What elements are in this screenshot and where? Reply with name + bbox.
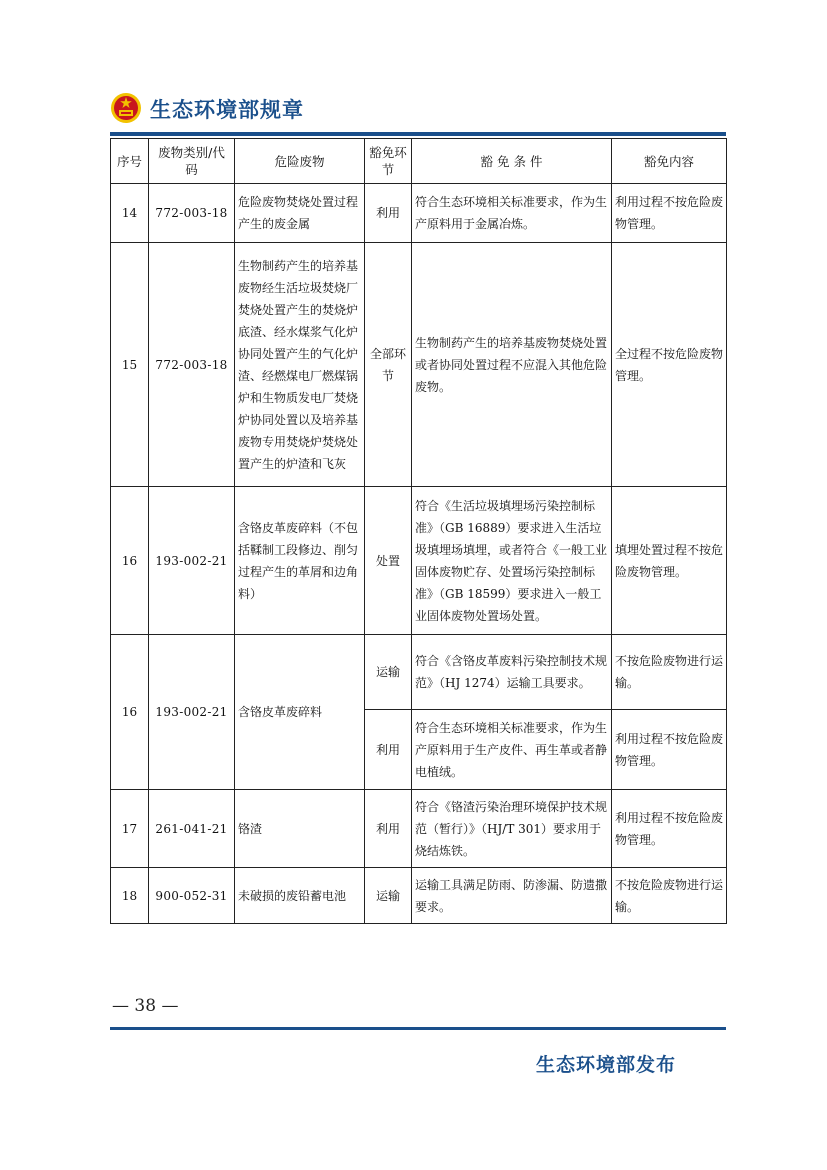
row-content: 全过程不按危险废物管理。 [612,243,727,487]
row-seq: 14 [111,184,149,243]
row-conditions: 符合生态环境相关标准要求，作为生产原料用于金属冶炼。 [412,184,612,243]
row-stage: 利用 [365,710,412,790]
row-conditions: 生物制药产生的培养基废物焚烧处置或者协同处置过程不应混入其他危险废物。 [412,243,612,487]
row-stage: 利用 [365,790,412,868]
row-code: 900-052-31 [149,868,235,924]
page-number: — 38 — [112,996,179,1016]
row-content: 填埋处置过程不按危险废物管理。 [612,487,727,635]
header-conditions: 豁 免 条 件 [412,139,612,184]
row-code: 193-002-21 [149,487,235,635]
header-category: 废物类别/代码 [149,139,235,184]
row-content: 利用过程不按危险废物管理。 [612,184,727,243]
footer-divider [110,1027,726,1030]
row-waste: 含铬皮革废碎料（不包括鞣制工段修边、削匀过程产生的革屑和边角料） [235,487,365,635]
row-stage: 处置 [365,487,412,635]
row-code: 772-003-18 [149,184,235,243]
row-stage: 运输 [365,868,412,924]
row-seq: 16 [111,487,149,635]
page-header [110,88,726,138]
header-waste: 危险废物 [235,139,365,184]
national-emblem-icon [110,92,142,124]
table-row [111,790,727,868]
row-conditions: 符合《生活垃圾填埋场污染控制标准》（GB 16889）要求进入生活垃圾填埋场填埋，或者符合《一般工业固体废物贮存、处置场污染控制标准》（GB 18599）要求进入一般工业固体废物处置场处置。 [412,487,612,635]
row-content: 不按危险废物进行运输。 [612,868,727,924]
table-row [111,184,727,243]
row-seq: 15 [111,243,149,487]
row-waste: 危险废物焚烧处置过程产生的废金属 [235,184,365,243]
table-header-row [111,139,727,184]
row-conditions: 符合《铬渣污染治理环境保护技术规范（暂行）》（HJ/T 301）要求用于烧结炼铁。 [412,790,612,868]
row-conditions: 符合《含铬皮革废料污染控制技术规范》（HJ 1274）运输工具要求。 [412,635,612,710]
row-content: 利用过程不按危险废物管理。 [612,710,727,790]
row-content: 利用过程不按危险废物管理。 [612,790,727,868]
header-stage: 豁免环节 [365,139,412,184]
header-content: 豁免内容 [612,139,727,184]
table-row [111,868,727,924]
table-row [111,243,727,487]
row-waste: 铬渣 [235,790,365,868]
row-seq: 17 [111,790,149,868]
exemption-table [110,138,727,924]
row-seq: 16 [111,635,149,790]
row-stage: 利用 [365,184,412,243]
row-code: 193-002-21 [149,635,235,790]
row-conditions: 符合生态环境相关标准要求，作为生产原料用于生产皮件、再生革或者静电植绒。 [412,710,612,790]
row-stage: 全部环节 [365,243,412,487]
row-code: 261-041-21 [149,790,235,868]
row-code: 772-003-18 [149,243,235,487]
table-row [111,487,727,635]
row-waste: 含铬皮革废碎料 [235,635,365,790]
row-content: 不按危险废物进行运输。 [612,635,727,710]
row-stage: 运输 [365,635,412,710]
row-waste: 生物制药产生的培养基废物经生活垃圾焚烧厂焚烧处置产生的焚烧炉底渣、经水煤浆气化炉协同处置产生的气化炉渣、经燃煤电厂燃煤锅炉和生物质发电厂焚烧炉协同处置以及培养基废物专用焚烧炉焚烧处置产生的炉渣和飞灰 [235,243,365,487]
table-row [111,635,727,710]
page-header-title: 生态环境部规章 [150,98,304,122]
row-seq: 18 [111,868,149,924]
publisher-label: 生态环境部发布 [535,1054,676,1076]
row-waste: 未破损的废铅蓄电池 [235,868,365,924]
row-conditions: 运输工具满足防雨、防渗漏、防遗撒要求。 [412,868,612,924]
header-divider [110,132,726,136]
header-seq: 序号 [111,139,149,184]
